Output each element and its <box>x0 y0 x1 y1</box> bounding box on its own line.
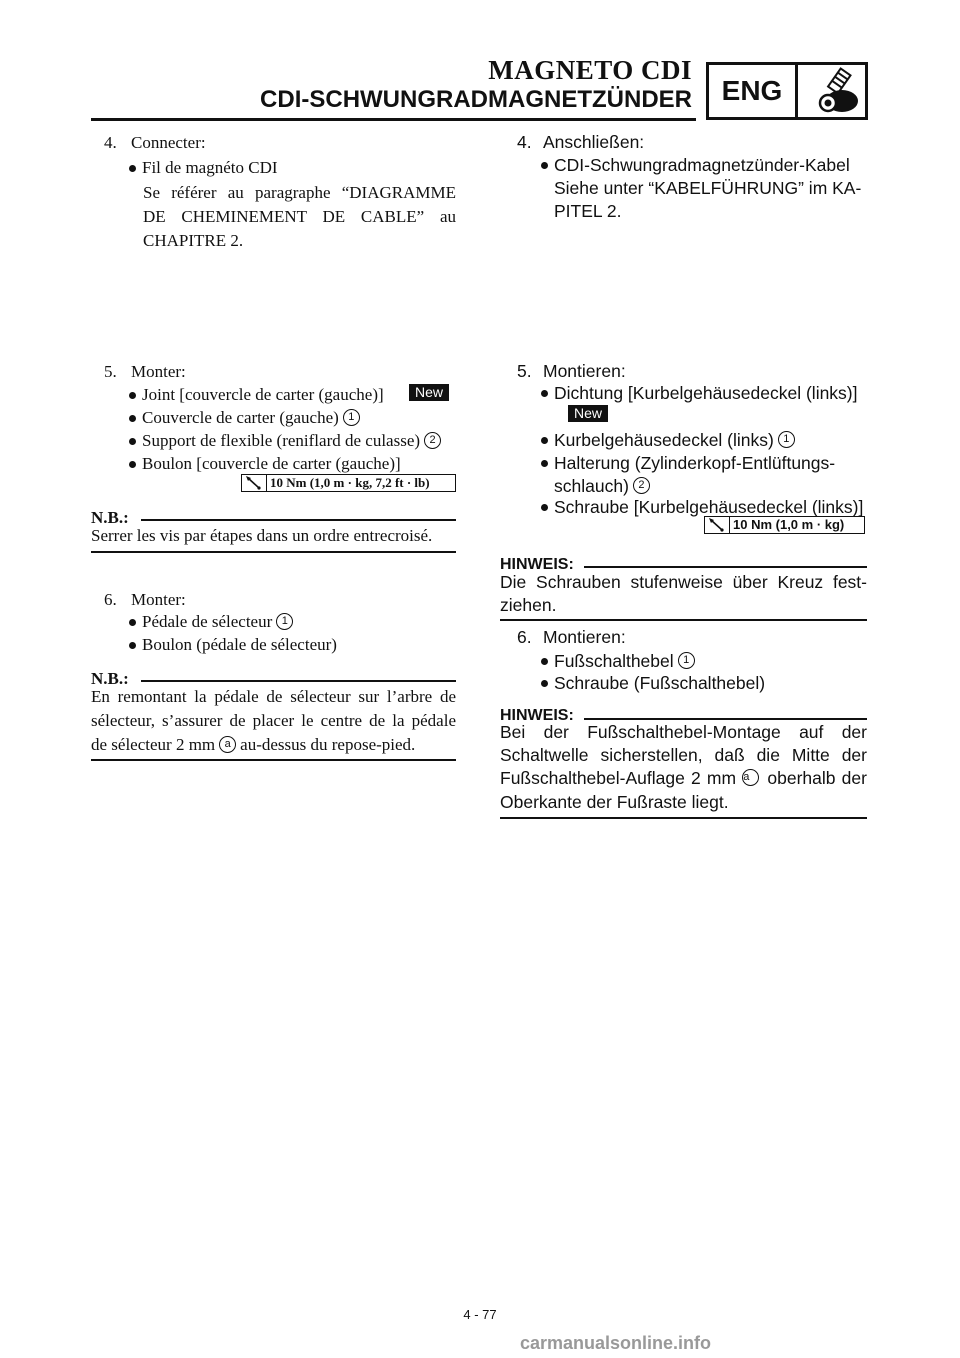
list-item: Boulon (pédale de sélecteur) <box>129 635 337 655</box>
bullet-icon <box>129 642 136 649</box>
torque-spec <box>241 474 456 492</box>
note-label: N.B.: <box>91 669 129 688</box>
note-rule <box>91 759 456 761</box>
reference-text: PITEL 2. <box>554 201 622 221</box>
callout-a: a <box>742 769 759 786</box>
list-item: Joint [couvercle de carter (gauche)] <box>129 385 384 405</box>
list-item: Schraube (Fußschalthebel) <box>541 673 765 694</box>
torque-value: 10 Nm (1,0 m · kg, 7,2 ft · lb) <box>270 475 430 490</box>
list-item: Kurbelgehäusedeckel (links) 1 <box>541 430 795 451</box>
bullet-icon <box>541 680 548 687</box>
note-text: En remontant la pédale de sélecteur sur l’arbre de <box>91 687 456 706</box>
bullet-icon <box>129 438 136 445</box>
step-number: 5. <box>104 362 117 381</box>
list-item-continuation: schlauch) 2 <box>554 476 650 497</box>
note-text: Die Schrauben stufenweise über Kreuz fest- <box>500 572 867 592</box>
list-item: Dichtung [Kurbelgehäusedeckel (links)] <box>541 383 858 404</box>
note-text: Fußschalthebel-Auflage 2 mm a oberhalb der <box>500 768 867 788</box>
lang-badge: ENG <box>709 65 798 117</box>
step-number: 6. <box>104 590 117 609</box>
engine-tool-icon <box>798 65 865 117</box>
note-rule <box>141 519 456 521</box>
bullet-icon <box>541 460 548 467</box>
step-action: Connecter: <box>131 133 206 152</box>
step-action: Anschließen: <box>543 132 645 152</box>
step-action: Monter: <box>131 362 186 381</box>
note-rule <box>500 619 867 621</box>
page-number: 4 - 77 <box>463 1307 497 1322</box>
new-part-badge: New <box>568 405 608 422</box>
note-label: N.B.: <box>91 508 129 527</box>
note-text: Serrer les vis par étapes dans un ordre entrecroisé. <box>91 526 433 545</box>
list-item: Fil de magnéto CDI <box>129 158 278 178</box>
note-text: Schaltwelle sicherstellen, daß die Mitte der <box>500 745 867 765</box>
torque-spec <box>704 516 865 534</box>
bullet-icon <box>541 658 548 665</box>
note-label: HINWEIS: <box>500 556 574 573</box>
callout-2: 2 <box>633 477 650 494</box>
note-rule <box>91 551 456 553</box>
reference-text: Siehe unter “KABELFÜHRUNG” im KA- <box>554 178 862 198</box>
callout-1: 1 <box>778 431 795 448</box>
note-text: sélecteur, s’assurer de placer le centre de la pédale <box>91 711 456 730</box>
list-item: Halterung (Zylinderkopf-Entlüftungs- <box>541 453 835 474</box>
bullet-icon <box>129 619 136 626</box>
watermark: carmanualsonline.info <box>520 1333 712 1353</box>
header-rule <box>91 118 696 121</box>
bullet-icon <box>129 392 136 399</box>
callout-2: 2 <box>424 432 441 449</box>
bullet-icon <box>541 162 548 169</box>
note-text: ziehen. <box>500 595 557 615</box>
note-text: Oberkante der Fußraste liegt. <box>500 792 729 812</box>
reference-text: CHAPITRE 2. <box>143 231 244 250</box>
step-number: 5. <box>517 361 532 381</box>
list-item: Boulon [couvercle de carter (gauche)] <box>129 454 401 474</box>
note-rule <box>141 680 456 682</box>
list-item: Couvercle de carter (gauche) 1 <box>129 408 360 428</box>
section-badge <box>706 62 868 120</box>
step-action: Montieren: <box>543 361 626 381</box>
callout-1: 1 <box>343 409 360 426</box>
step-action: Monter: <box>131 590 186 609</box>
torque-wrench-icon <box>242 475 267 491</box>
torque-wrench-icon <box>705 517 730 533</box>
note-text: de sélecteur 2 mm a au-dessus du repose-pied. <box>91 735 416 754</box>
step-number: 4. <box>104 133 117 152</box>
list-item: Support de flexible (reniflard de culasse) 2 <box>129 431 441 451</box>
note-label: HINWEIS: <box>500 707 574 724</box>
note-rule <box>500 817 867 819</box>
torque-value: 10 Nm (1,0 m · kg) <box>733 517 845 532</box>
bullet-icon <box>129 165 136 172</box>
list-item: Pédale de sélecteur 1 <box>129 612 293 632</box>
step-number: 4. <box>517 132 532 152</box>
bullet-icon <box>541 504 548 511</box>
bullet-icon <box>129 415 136 422</box>
bullet-icon <box>541 390 548 397</box>
reference-text: DE CHEMINEMENT DE CABLE” au <box>143 207 456 226</box>
note-rule <box>584 718 867 720</box>
callout-1: 1 <box>678 652 695 669</box>
new-part-badge: New <box>409 384 449 401</box>
note-text: Bei der Fußschalthebel-Montage auf der <box>500 722 867 742</box>
callout-1: 1 <box>276 613 293 630</box>
list-item: Fußschalthebel 1 <box>541 651 695 672</box>
bullet-icon <box>129 461 136 468</box>
reference-text: Se référer au paragraphe “DIAGRAMME <box>143 183 456 202</box>
list-item: Schraube [Kurbelgehäusedeckel (links)] <box>541 497 863 518</box>
step-number: 6. <box>517 627 532 647</box>
header-title-magneto-cdi: MAGNETO CDI <box>488 55 692 85</box>
header-title-de: CDI-SCHWUNGRADMAGNETZÜNDER <box>260 86 692 113</box>
bullet-icon <box>541 437 548 444</box>
callout-a: a <box>219 736 236 753</box>
note-rule <box>584 566 867 568</box>
list-item: CDI-Schwungradmagnetzünder-Kabel <box>541 155 850 176</box>
step-action: Montieren: <box>543 627 626 647</box>
